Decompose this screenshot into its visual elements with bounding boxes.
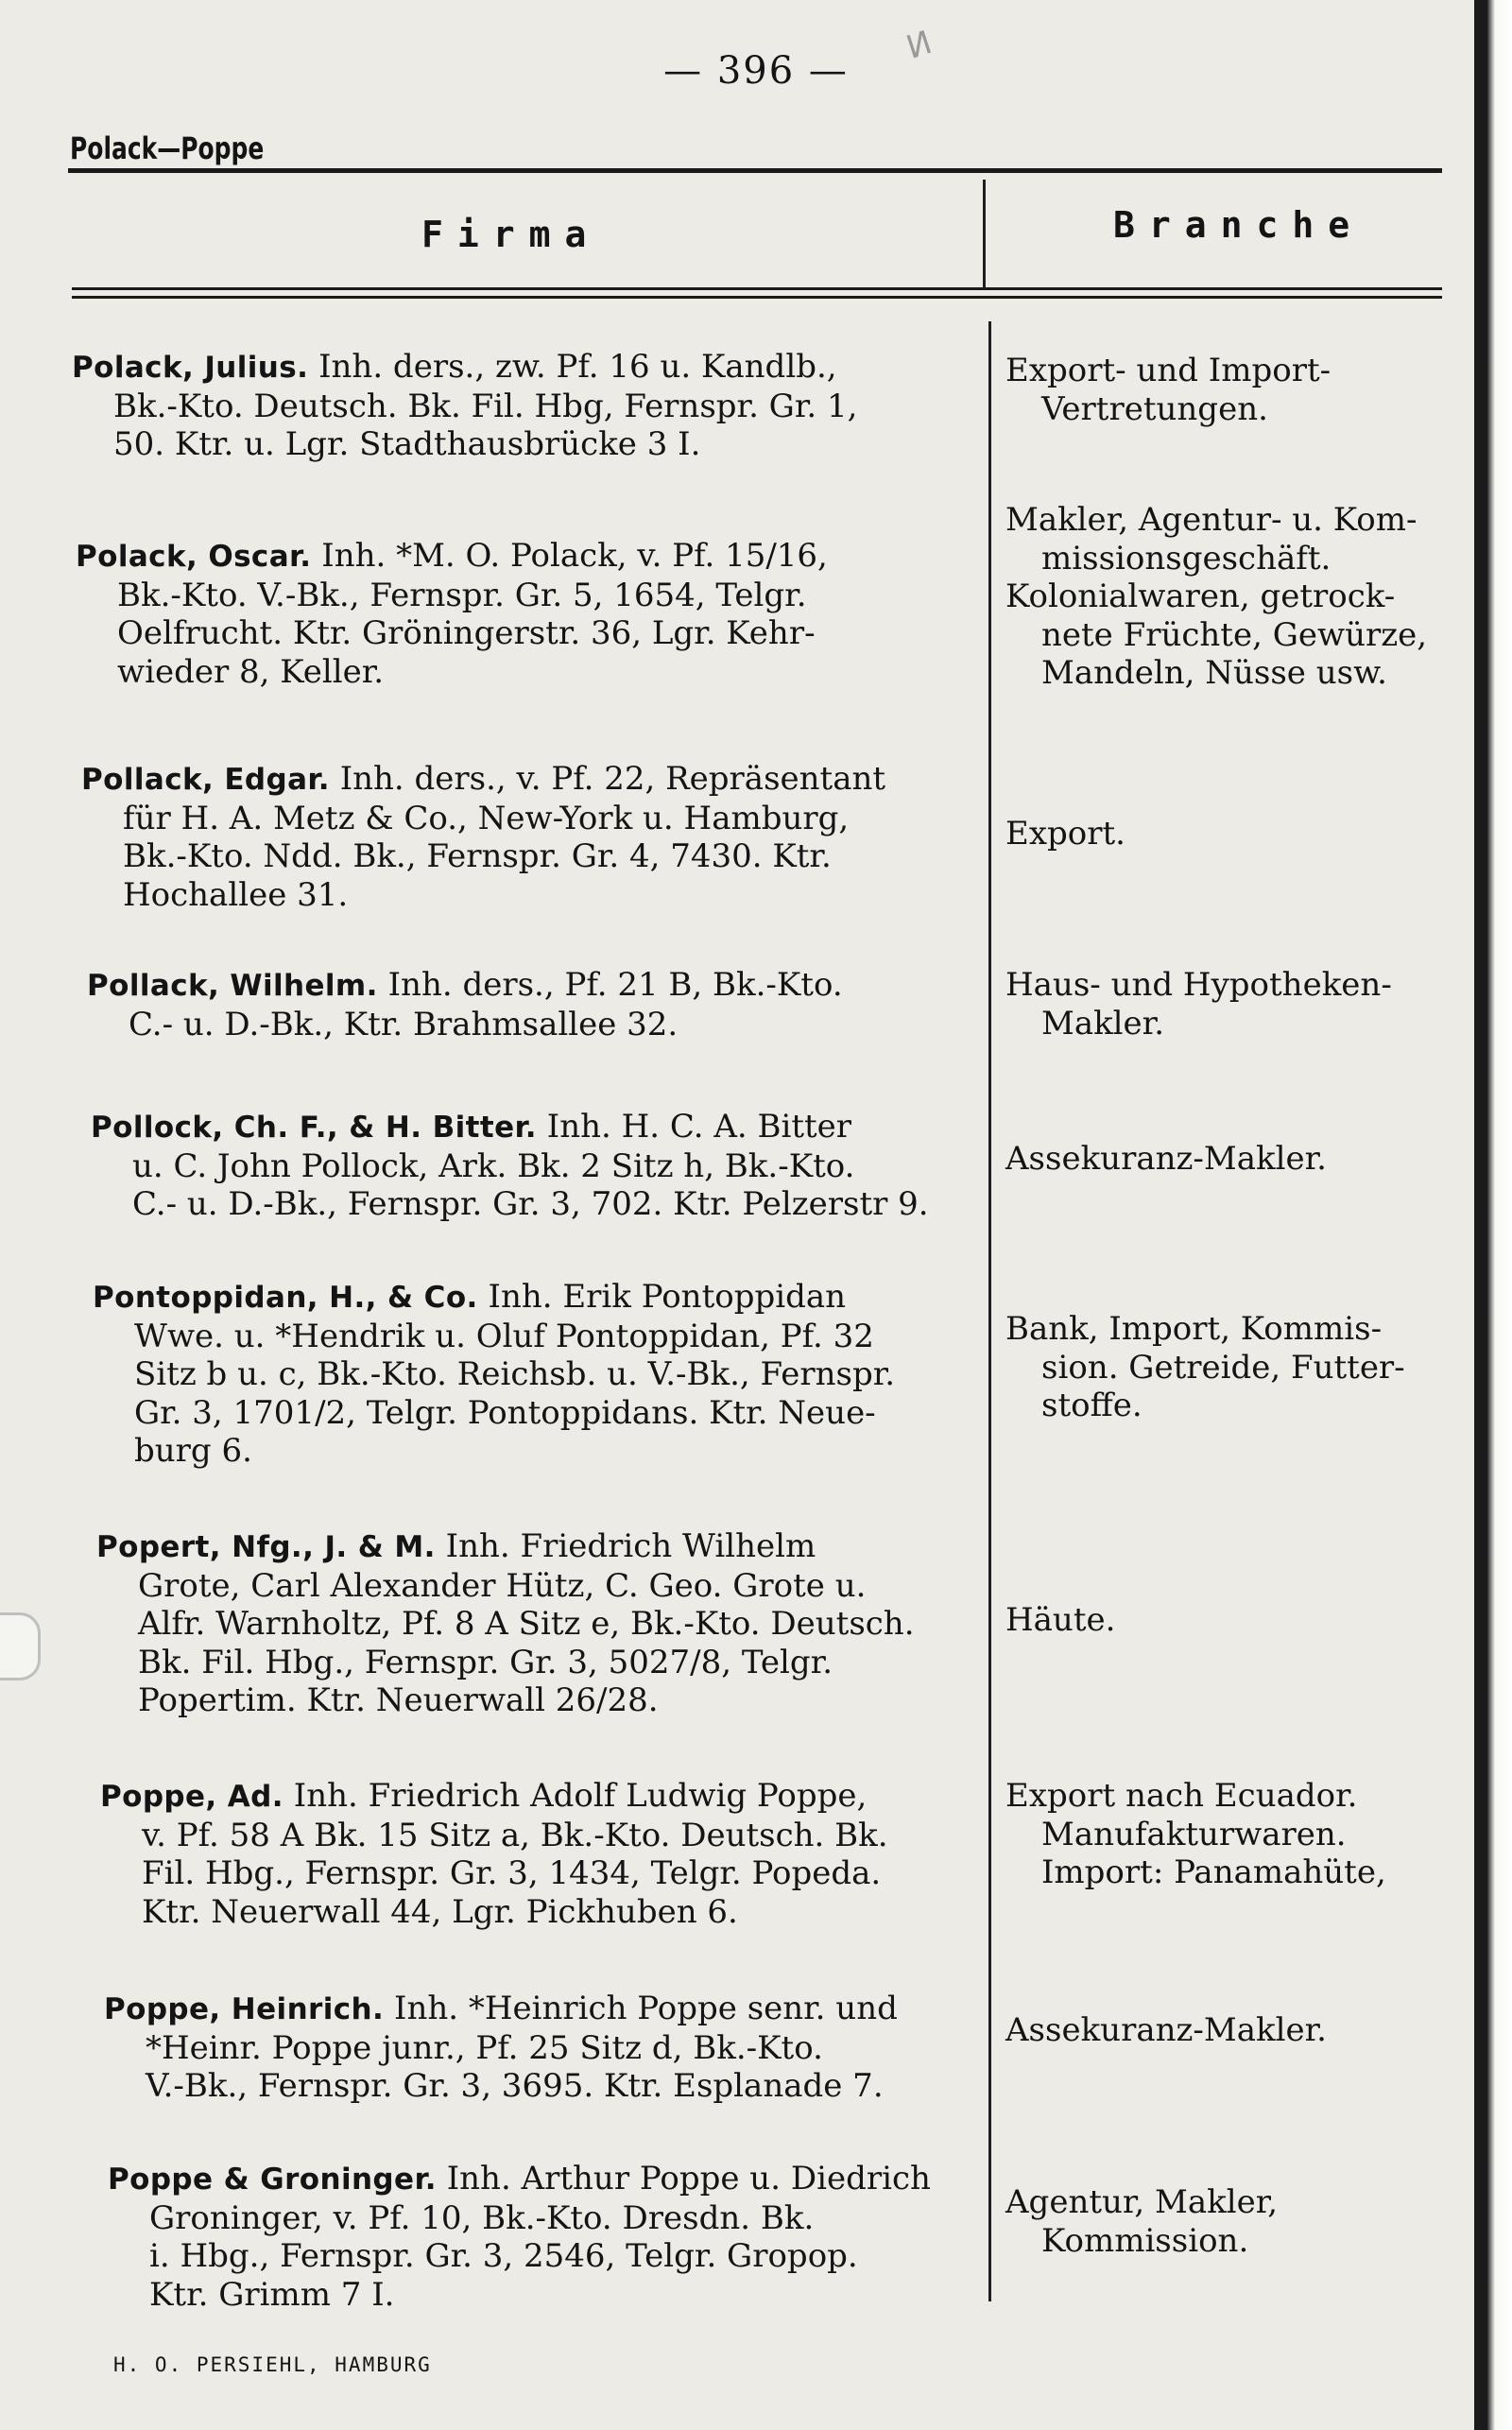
branche-line: Bank, Import, Kommis- bbox=[1005, 1310, 1383, 1348]
firm-name: Popert, Nfg., J. & M. bbox=[96, 1530, 436, 1564]
entry-text: 50. Ktr. u. Lgr. Stadthausbrücke 3 I. bbox=[113, 425, 701, 463]
entry-first-line bbox=[100, 1777, 1017, 1817]
entry-text: Inh. ders., zw. Pf. 16 u. Kandlb., bbox=[318, 348, 837, 386]
entry-line bbox=[104, 2029, 1021, 2068]
header-firma: Firma bbox=[421, 214, 601, 255]
entry-text: Bk.-Kto. Deutsch. Bk. Fil. Hbg, Fernspr. Gr. 1, bbox=[113, 387, 858, 425]
branche-cell bbox=[1005, 501, 1469, 693]
entry-text: burg 6. bbox=[134, 1432, 252, 1470]
entry bbox=[76, 537, 992, 691]
entry-line bbox=[93, 1355, 1009, 1394]
branche-line: sion. Getreide, Futter- bbox=[1041, 1348, 1405, 1387]
entry bbox=[96, 1527, 1013, 1720]
entry-first-line bbox=[72, 348, 988, 388]
entry-text: v. Pf. 58 A Bk. 15 Sitz a, Bk.-Kto. Deutsch. Bk. bbox=[142, 1816, 888, 1854]
branche-line: nete Früchte, Gewürze, bbox=[1041, 615, 1428, 654]
entry-text: für H. A. Metz & Co., New-York u. Hamburg, bbox=[123, 799, 850, 837]
entry bbox=[91, 1108, 1007, 1224]
entry-text: Popertim. Ktr. Neuerwall 26/28. bbox=[138, 1681, 659, 1719]
top-rule bbox=[68, 168, 1442, 173]
entry-text: Inh. ders., Pf. 21 B, Bk.-Kto. bbox=[387, 966, 843, 1004]
branche-line: Makler, Agentur- u. Kom- bbox=[1005, 501, 1418, 539]
entry-text: Ktr. Grimm 7 I. bbox=[149, 2275, 395, 2314]
branche-line: Manufakturwaren. bbox=[1041, 1815, 1347, 1853]
branche-line: missionsgeschäft. bbox=[1041, 539, 1332, 577]
entry-line bbox=[81, 876, 998, 915]
entry-line bbox=[93, 1432, 1009, 1471]
branche-cell bbox=[1005, 815, 1469, 853]
branche-line: Assekuranz-Makler. bbox=[1005, 1140, 1327, 1178]
entry-text: Inh. Arthur Poppe u. Diedrich bbox=[446, 2160, 931, 2197]
firm-name: Pollack, Wilhelm. bbox=[87, 969, 378, 1003]
entry bbox=[100, 1777, 1017, 1931]
entry-line bbox=[72, 425, 988, 464]
page-edge bbox=[1474, 0, 1512, 2430]
header-rule-1 bbox=[72, 287, 1442, 290]
entry-line bbox=[81, 837, 998, 876]
branche-line: Agentur, Makler, bbox=[1005, 2183, 1279, 2221]
branche-cell bbox=[1005, 1777, 1469, 1892]
branche-cell bbox=[1005, 352, 1469, 428]
branche-line: Export- und Import- bbox=[1005, 352, 1332, 389]
branche-cell bbox=[1005, 1140, 1469, 1179]
entry-text: Oelfrucht. Ktr. Gröningerstr. 36, Lgr. Kehr- bbox=[117, 614, 816, 652]
entry-line bbox=[72, 388, 988, 426]
entry-line bbox=[87, 1006, 1004, 1044]
page-number: — 396 — bbox=[663, 49, 849, 93]
entry-text: Ktr. Neuerwall 44, Lgr. Pickhuben 6. bbox=[142, 1892, 738, 1931]
entry-text: Inh. Erik Pontoppidan bbox=[488, 1278, 847, 1316]
entry-first-line bbox=[87, 966, 1004, 1006]
margin-mark: И bbox=[902, 24, 936, 67]
entry-text: u. C. John Pollock, Ark. Bk. 2 Sitz h, Bk.-Kto. bbox=[132, 1146, 855, 1185]
firm-name: Polack, Julius. bbox=[72, 351, 309, 385]
branche-cell bbox=[1005, 1310, 1469, 1425]
entry-text: Gr. 3, 1701/2, Telgr. Pontoppidans. Ktr. Neue- bbox=[134, 1393, 876, 1432]
firm-name: Pontoppidan, H., & Co. bbox=[93, 1281, 478, 1315]
entry-line bbox=[100, 1817, 1017, 1855]
entry-text: Grote, Carl Alexander Hütz, C. Geo. Grote u. bbox=[138, 1566, 867, 1605]
entry-text: *Heinr. Poppe junr., Pf. 25 Sitz d, Bk.-Kto. bbox=[146, 2028, 823, 2067]
header-column-divider bbox=[983, 180, 986, 289]
printer-imprint: H. O. PERSIEHL, HAMBURG bbox=[113, 2353, 432, 2376]
entry bbox=[87, 966, 1004, 1043]
branche-line: stoffe. bbox=[1041, 1387, 1143, 1424]
entry-text: Bk.-Kto. Ndd. Bk., Fernspr. Gr. 4, 7430. Ktr. bbox=[123, 837, 832, 875]
entry-line bbox=[100, 1854, 1017, 1893]
header-rule-2 bbox=[72, 296, 1442, 299]
firm-name: Poppe, Heinrich. bbox=[104, 1992, 385, 2026]
entry-line bbox=[96, 1567, 1013, 1606]
entry-text: Inh. H. C. A. Bitter bbox=[546, 1108, 852, 1146]
entry-text: Hochallee 31. bbox=[123, 875, 349, 914]
entry-text: Bk.-Kto. V.-Bk., Fernspr. Gr. 5, 1654, Telgr. bbox=[117, 576, 807, 614]
entry-text: Inh. ders., v. Pf. 22, Repräsentant bbox=[339, 760, 886, 798]
entry-text: Groninger, v. Pf. 10, Bk.-Kto. Dresdn. Bk. bbox=[149, 2198, 815, 2237]
branche-line: Assekuranz-Makler. bbox=[1005, 2011, 1327, 2049]
entry-text: C.- u. D.-Bk., Ktr. Brahmsallee 32. bbox=[129, 1005, 679, 1043]
entry-line bbox=[91, 1147, 1007, 1186]
entry bbox=[81, 760, 998, 914]
entry-first-line bbox=[81, 760, 998, 800]
branche-cell bbox=[1005, 966, 1469, 1043]
branche-line: Export nach Ecuador. bbox=[1005, 1777, 1358, 1815]
entry-first-line bbox=[108, 2160, 1024, 2199]
firm-name: Poppe & Groninger. bbox=[108, 2163, 437, 2197]
entry bbox=[108, 2160, 1024, 2314]
branche-line: Haus- und Hypotheken- bbox=[1005, 966, 1392, 1004]
branche-line: Makler. bbox=[1041, 1004, 1165, 1043]
entry-line bbox=[108, 2199, 1024, 2238]
entry-text: V.-Bk., Fernspr. Gr. 3, 3695. Ktr. Esplanade 7. bbox=[146, 2067, 884, 2105]
entry-line bbox=[96, 1681, 1013, 1720]
entry-text: Bk. Fil. Hbg., Fernspr. Gr. 3, 5027/8, Telgr. bbox=[138, 1643, 833, 1681]
branche-cell bbox=[1005, 1601, 1469, 1640]
branche-line: Export. bbox=[1005, 815, 1125, 853]
entry-text: Inh. *Heinrich Poppe senr. und bbox=[394, 1990, 898, 2027]
entry-line bbox=[76, 614, 992, 653]
entry-line bbox=[96, 1605, 1013, 1644]
entry-first-line bbox=[91, 1108, 1007, 1147]
entry-line bbox=[108, 2237, 1024, 2276]
branche-line: Häute. bbox=[1005, 1601, 1116, 1639]
entry-text: Sitz b u. c, Bk.-Kto. Reichsb. u. V.-Bk., Fernspr. bbox=[134, 1355, 896, 1393]
entry-text: Fil. Hbg., Fernspr. Gr. 3, 1434, Telgr. Popeda. bbox=[142, 1854, 882, 1892]
header-branche: Branche bbox=[1113, 204, 1365, 246]
entry-line bbox=[93, 1394, 1009, 1433]
running-head: Polack—Poppe bbox=[70, 130, 265, 166]
entry-text: Wwe. u. *Hendrik u. Oluf Pontoppidan, Pf. 32 bbox=[134, 1317, 874, 1355]
entry-line bbox=[93, 1318, 1009, 1356]
entry bbox=[104, 1990, 1021, 2106]
entry-first-line bbox=[104, 1990, 1021, 2029]
firm-name: Pollack, Edgar. bbox=[81, 763, 330, 797]
entry-first-line bbox=[93, 1278, 1009, 1318]
entry-line bbox=[76, 577, 992, 615]
entry-line bbox=[76, 653, 992, 692]
firm-name: Polack, Oscar. bbox=[76, 540, 312, 574]
entry-text: Alfr. Warnholtz, Pf. 8 A Sitz e, Bk.-Kto. Deutsch. bbox=[138, 1605, 915, 1643]
entry-line bbox=[96, 1644, 1013, 1682]
branche-line: Kommission. bbox=[1041, 2221, 1249, 2260]
entry-first-line bbox=[96, 1527, 1013, 1567]
branche-cell bbox=[1005, 2183, 1469, 2260]
branche-line: Kolonialwaren, getrock- bbox=[1005, 577, 1396, 615]
entry-text: Inh. *M. O. Polack, v. Pf. 15/16, bbox=[321, 537, 828, 575]
entry-text: C.- u. D.-Bk., Fernspr. Gr. 3, 702. Ktr. Pelzerstr 9. bbox=[132, 1185, 929, 1223]
branche-line: Import: Panamahüte, bbox=[1041, 1853, 1386, 1891]
branche-line: Vertretungen. bbox=[1041, 389, 1268, 428]
entry-line bbox=[108, 2276, 1024, 2315]
branche-cell bbox=[1005, 2011, 1469, 2050]
firm-name: Poppe, Ad. bbox=[100, 1780, 284, 1814]
entry-line bbox=[104, 2067, 1021, 2106]
entry-line bbox=[91, 1185, 1007, 1224]
firm-name: Pollock, Ch. F., & H. Bitter. bbox=[91, 1111, 537, 1145]
entry-text: wieder 8, Keller. bbox=[117, 652, 385, 691]
entry-text: Inh. Friedrich Adolf Ludwig Poppe, bbox=[293, 1777, 868, 1815]
entry bbox=[93, 1278, 1009, 1471]
entry-first-line bbox=[76, 537, 992, 577]
entry-text: Inh. Friedrich Wilhelm bbox=[445, 1527, 816, 1565]
entry-line bbox=[100, 1893, 1017, 1932]
margin-tab bbox=[0, 1612, 41, 1680]
entry-line bbox=[81, 800, 998, 838]
entry-text: i. Hbg., Fernspr. Gr. 3, 2546, Telgr. Gropop. bbox=[149, 2237, 858, 2275]
entry bbox=[72, 348, 988, 464]
branche-line: Mandeln, Nüsse usw. bbox=[1041, 654, 1387, 692]
